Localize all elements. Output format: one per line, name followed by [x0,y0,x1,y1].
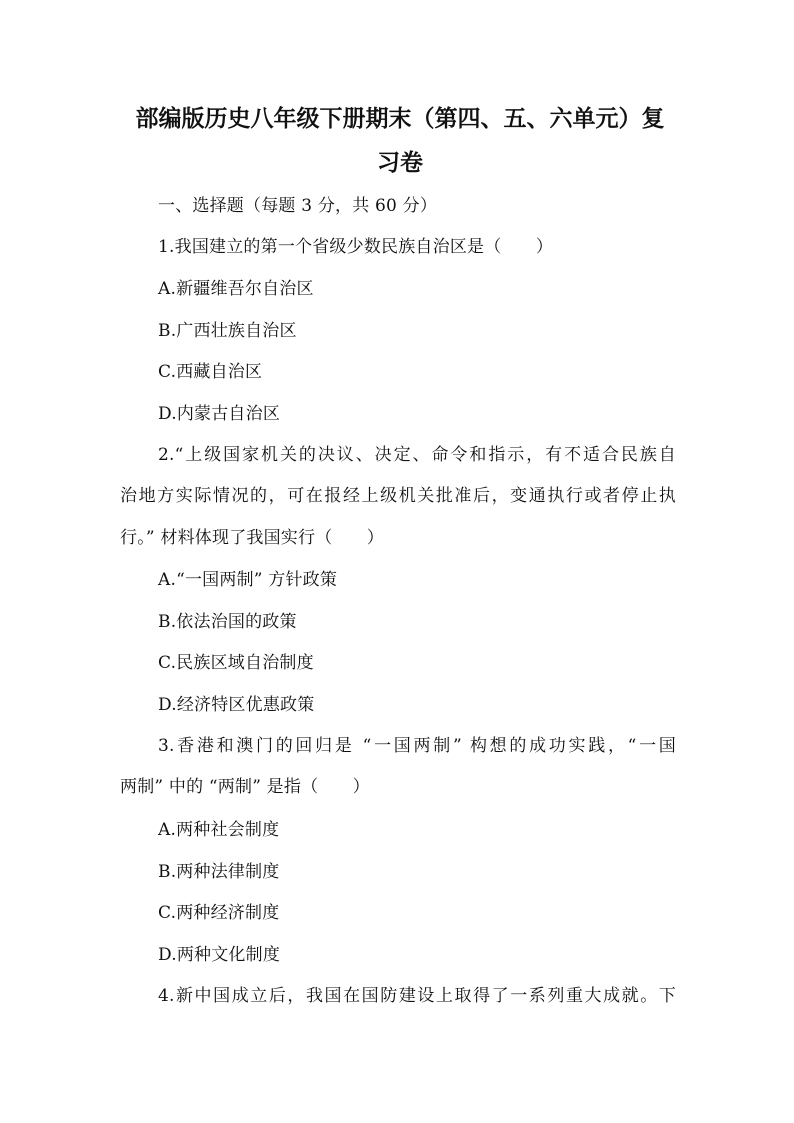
question-2-option-d: D.经济特区优惠政策 [158,695,315,715]
question-3-option-d: D.两种文化制度 [158,945,281,965]
question-3-stem-line-1: 3.香港和澳门的回归是 “一国两制” 构想的成功实践，“一国 [158,736,676,756]
document-title-line-1: 部编版历史八年级下册期末（第四、五、六单元）复 [135,105,665,132]
question-3-option-b: B.两种法律制度 [158,862,280,882]
question-1-option-b: B.广西壮族自治区 [158,321,297,341]
question-1-option-a: A.新疆维吾尔自治区 [158,279,314,299]
question-2-option-c: C.民族区域自治制度 [158,653,314,673]
question-1-option-d: D.内蒙古自治区 [158,404,281,424]
question-1-option-c: C.西藏自治区 [158,362,263,382]
section-heading: 一、选择题（每题 3 分，共 60 分） [158,196,438,216]
question-3-option-c: C.两种经济制度 [158,903,280,923]
question-2-stem-line-3: 行。” 材料体现了我国实行（ ） [120,528,384,548]
question-4-stem-line-1: 4.新中国成立后，我国在国防建设上取得了一系列重大成就。下 [158,986,676,1006]
document-title-line-2: 习卷 [377,149,423,176]
question-2-stem-line-1: 2.“上级国家机关的决议、决定、命令和指示，有不适合民族自 [158,445,676,465]
question-3-stem-line-2: 两制” 中的 “两制” 是指（ ） [120,777,370,797]
question-2-stem-line-2: 治地方实际情况的，可在报经上级机关批准后，变通执行或者停止执 [120,486,676,506]
question-2-option-b: B.依法治国的政策 [158,612,297,632]
question-1-stem: 1.我国建立的第一个省级少数民族自治区是（ ） [158,237,554,257]
question-2-option-a: A.“一国两制” 方针政策 [158,570,338,590]
question-3-option-a: A.两种社会制度 [158,820,280,840]
